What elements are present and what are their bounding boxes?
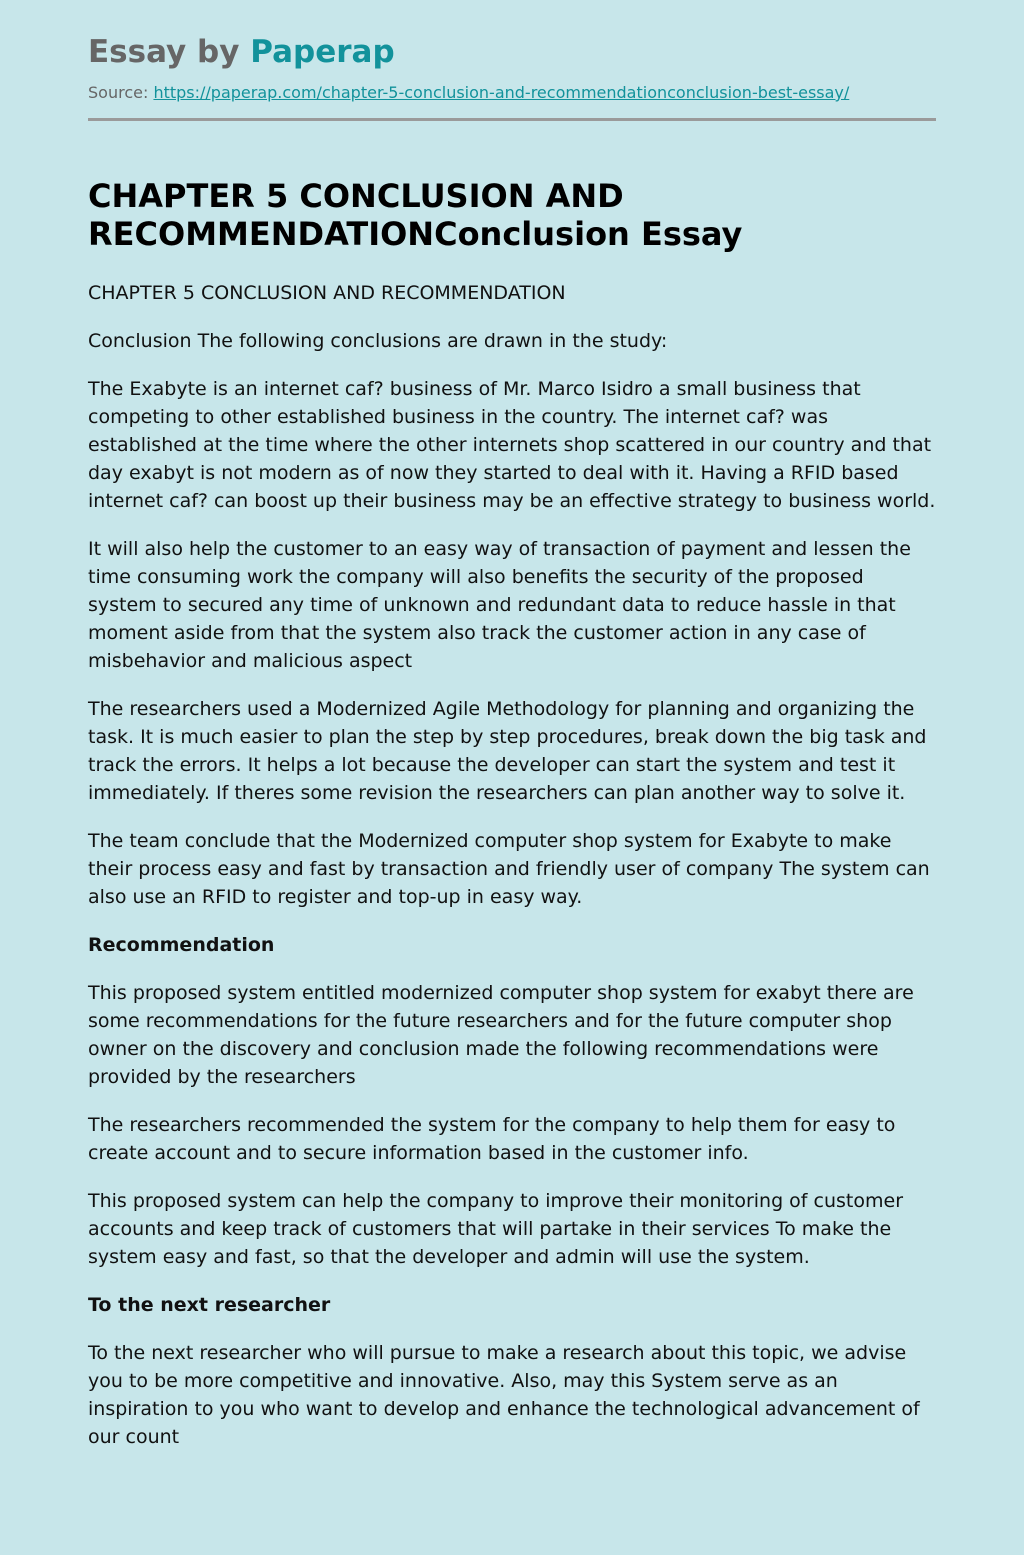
brand-title [88, 0, 936, 72]
paragraph: Conclusion The following conclusions are drawn in the study: [88, 330, 668, 352]
source-line [88, 82, 936, 104]
section-heading-recommendation: Recommendation [88, 934, 275, 956]
source-label: Source: [88, 83, 149, 102]
paragraph: To the next researcher who will pursue to make a research about this topic, we advise you to be more competitive and innovative. Also, may this System serve as an inspiration to you who want to develop and enhance the technological advancement of our count [88, 1342, 920, 1448]
paragraph: The Exabyte is an internet caf? business of Mr. Marco Isidro a small business that competing to other established business in the country. The internet caf? was established at the time where the other internets shop scattered in our country and that day exabyt is not modern as of now they started to deal with it. Having a RFID based internet caf? can boost up their business may be an effective strategy to business world. [88, 378, 936, 512]
article-body [88, 279, 936, 1451]
paragraph: This proposed system can help the company to improve their monitoring of customer accounts and keep track of customers that will partake in their services To make the system easy and fast, so that the developer and admin will use the system. [88, 1190, 904, 1268]
source-link[interactable]: https://paperap.com/chapter-5-conclusion-and-recommendationconclusion-best-essay/ [153, 83, 850, 102]
paragraph: This proposed system entitled modernized computer shop system for exabyt there are some recommendations for the future researchers and for the future computer shop owner on the discovery and conclusion made the following recommendations were provided by the researchers [88, 982, 914, 1088]
section-heading-next-researcher: To the next researcher [88, 1294, 331, 1316]
brand-name: Paperap [250, 34, 395, 70]
paragraph: The researchers recommended the system for the company to help them for easy to create account and to secure information based in the customer info. [88, 1114, 896, 1164]
paragraph: It will also help the customer to an easy way of transaction of payment and lessen the time consuming work the company will also benefits the security of the proposed system to secured any time of unknown and redundant data to reduce hassle in that moment aside from that the system also track the customer action in any case of misbehavior and malicious aspect [88, 538, 911, 672]
header-divider [88, 118, 936, 121]
paragraph: CHAPTER 5 CONCLUSION AND RECOMMENDATION [88, 282, 566, 304]
paragraph: The researchers used a Modernized Agile Methodology for planning and organizing the task. It is much easier to plan the step by step procedures, break down the big task and track the errors. It helps a lot because the developer can start the system and test it immediately. If theres some revision the researchers can plan another way to solve it. [88, 698, 927, 804]
brand-prefix: Essay by [88, 34, 251, 70]
page-title: CHAPTER 5 CONCLUSION AND RECOMMENDATIONConclusion Essay [88, 177, 743, 253]
paragraph: The team conclude that the Modernized computer shop system for Exabyte to make their process easy and fast by transaction and friendly user of company The system can also use an RFID to register and top-up in easy way. [88, 830, 930, 908]
